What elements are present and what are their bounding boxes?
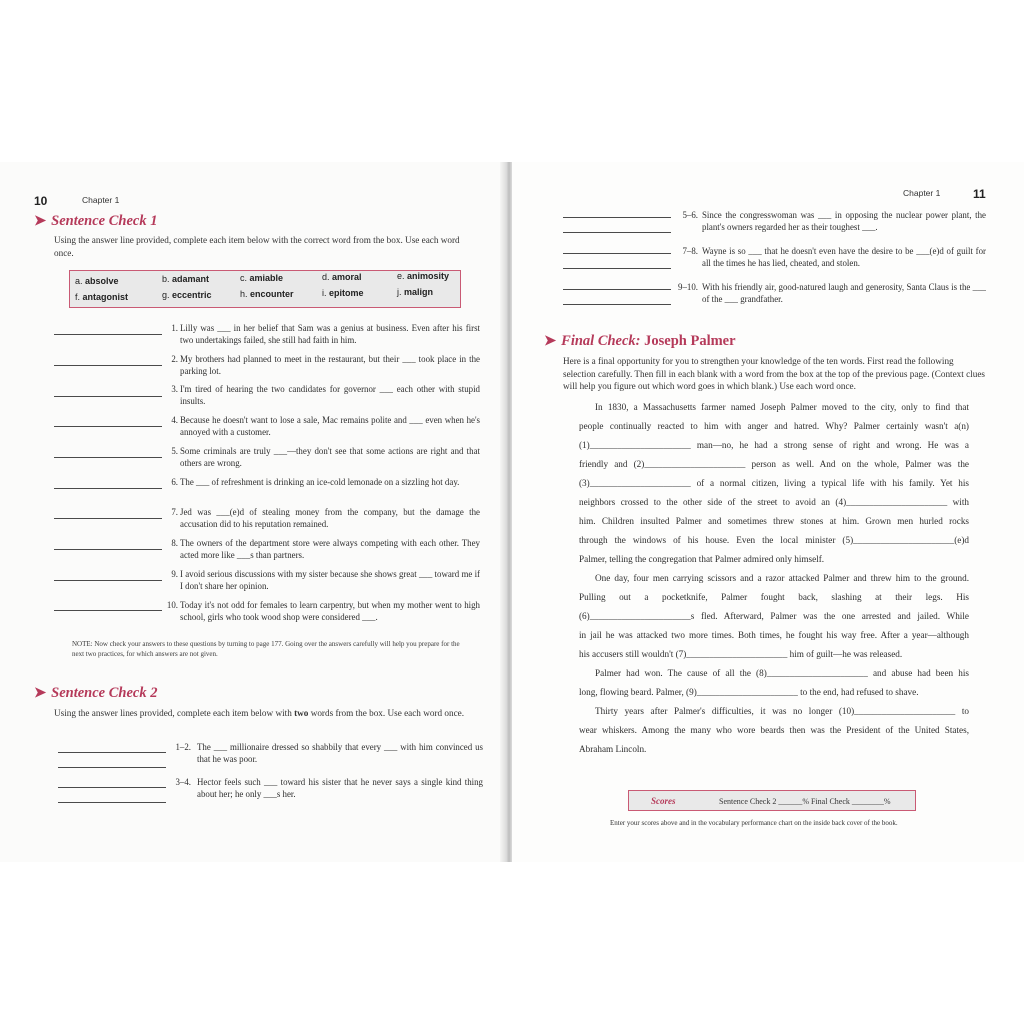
word-box-item: e. animosity: [397, 271, 450, 281]
sentence-check-1-instructions: Using the answer line provided, complete each item below with the correct word from the box. Use each word once.: [54, 235, 460, 258]
passage-line: in jail he was attacked two more times. Both times, he fought his way free. After a year—although: [579, 630, 969, 640]
word-box-item: d. amoral: [322, 272, 362, 282]
passage-line: One day, four men carrying scissors and a razor attacked Palmer and threw him to the ground.: [595, 573, 969, 583]
word-box-item: c. amiable: [240, 273, 284, 283]
chapter-label-left: Chapter 1: [82, 195, 120, 205]
chapter-label-right: Chapter 1: [903, 188, 941, 198]
sc1-item: 10. Today it's not odd for females to learn carpentry, but when my mother went to high school, girls who took wood shop were considered ___.: [166, 600, 480, 622]
passage-line: (1)______________________ man—no, he had a strong sense of right and wrong. He was a: [579, 440, 969, 450]
scores-label: Scores: [651, 796, 676, 806]
sc1-item: 9. I avoid serious discussions with my sister because she shows great ___ toward me if I don't share her opinion.: [171, 569, 480, 591]
sc1-item: 1. Lilly was ___ in her belief that Sam was a genius at business. Even after his first two undertakings failed, she still had faith in him.: [171, 323, 480, 345]
passage-line: Thirty years after Palmer's difficulties, it was no longer (10)______________________ to: [595, 706, 969, 716]
word-box: [69, 270, 461, 308]
answer-line-sc2-4[interactable]: [58, 802, 166, 803]
page-number-right: 11: [973, 187, 986, 201]
word-box-item: g. eccentric: [162, 290, 212, 300]
answer-line-4[interactable]: [54, 426, 162, 427]
passage-line: him. Children insulted Palmer and sometimes threw stones at him. Grown men hurled rocks: [579, 516, 969, 526]
sc1-item: 8. The owners of the department store were always competing with each other. They acted more like ___s than partners.: [171, 538, 480, 560]
sentence-check-1-title: ➤ Sentence Check 1: [34, 213, 158, 229]
passage-line: long, flowing beard. Palmer, (9)______________________ to the end, had refused to shave.: [579, 687, 919, 697]
passage-line: (6)______________________s fled. Afterward, Palmer was the one arrested and jailed. While: [579, 611, 969, 621]
passage-line: Abraham Lincoln.: [579, 744, 647, 754]
sentence-check-2-title: ➤ Sentence Check 2: [34, 685, 158, 701]
sc2-item: 9–10. With his friendly air, good-natured laugh and generosity, Santa Claus is the ___ of the ___ grandfather.: [678, 282, 986, 304]
passage-line: through the windows of his house. Even the local minister (5)______________________(e)d: [579, 535, 969, 545]
answer-line-9[interactable]: [54, 580, 162, 581]
sc2-item: 1–2. The ___ millionaire dressed so shabbily that every ___ with him convinced us that he was poor.: [175, 742, 483, 764]
answer-line-3[interactable]: [54, 396, 162, 397]
sc1-item: 5. Some criminals are truly ___—they don't see that some actions are right and that others are wrong.: [171, 446, 480, 468]
right-page: [512, 162, 1024, 862]
passage-line: friendly and (2)______________________ person as well. And on the whole, Palmer was the: [579, 459, 969, 469]
passage-line: Pulling out a pocketknife, Palmer fought back, slashing at their legs. His: [579, 592, 969, 602]
answer-line-sc2-7[interactable]: [563, 253, 671, 254]
word-box-item: a. absolve: [75, 276, 119, 286]
sentence-check-2-instructions: Using the answer lines provided, complete each item below with two words from the box. Use each word once.: [54, 708, 465, 718]
answer-line-1[interactable]: [54, 334, 162, 335]
word-box-item: i. epitome: [322, 288, 364, 298]
sc1-item: 6. The ___ of refreshment is drinking an ice-cold lemonade on a sizzling hot day.: [171, 477, 460, 487]
answer-line-sc2-3[interactable]: [58, 787, 166, 788]
scores-footer-note: Enter your scores above and in the vocabulary performance chart on the inside back cover of the book.: [610, 819, 898, 827]
answer-line-sc2-5[interactable]: [563, 217, 671, 218]
passage-line: wear whiskers. Among the many who wore beards then was the President of the United States,: [579, 725, 969, 735]
score-final-check[interactable]: Final Check ________%: [811, 797, 891, 806]
passage-line: Palmer, telling the congregation that Palmer admired only himself.: [579, 554, 825, 564]
final-check-title: ➤ Final Check: Joseph Palmer: [544, 333, 736, 349]
final-check-instructions: Here is a final opportunity for you to strengthen your knowledge of the ten words. First read the following selection carefully. Then fill in each blank with a word from the box at the top of the previous page. (Context clues will help you figure out which word goes in which blank.) Use each word once.: [563, 356, 985, 391]
answer-line-sc2-10[interactable]: [563, 304, 671, 305]
answer-line-5[interactable]: [54, 457, 162, 458]
score-sentence-check-2[interactable]: Sentence Check 2 ______%: [719, 797, 809, 806]
sc2-item: 5–6. Since the congresswoman was ___ in opposing the nuclear power plant, the plant's owners regarded her as their toughest ___.: [682, 210, 986, 232]
sc1-item: 7. Jed was ___(e)d of stealing money from the company, but the damage the accusation did to his reputation remained.: [171, 507, 480, 529]
sc1-item: 3. I'm tired of hearing the two candidates for governor ___ each other with stupid insults.: [171, 384, 480, 406]
arrow-icon: ➤: [544, 333, 557, 349]
answer-line-sc2-8[interactable]: [563, 268, 671, 269]
word-box-item: h. encounter: [240, 289, 294, 299]
arrow-icon: ➤: [34, 685, 47, 701]
note-text: NOTE: Now check your answers to these questions by turning to page 177. Going over the answers carefully will help you prepare for the next two practices, for which answers are not given.: [72, 640, 460, 658]
sc1-item: 2. My brothers had planned to meet in the restaurant, but their ___ took place in the parking lot.: [171, 354, 480, 376]
passage-line: his accusers still wouldn't (7)______________________ him of guilt—he was released.: [579, 649, 903, 659]
passage-line: people continually reacted to him with anger and hatred. Why? Palmer certainly wasn't a(n): [579, 421, 969, 431]
book-spread: [0, 162, 1024, 862]
word-box-item: j. malign: [397, 287, 434, 297]
left-page: [0, 162, 508, 862]
answer-line-6[interactable]: [54, 488, 162, 489]
answer-line-10[interactable]: [54, 610, 162, 611]
answer-line-8[interactable]: [54, 549, 162, 550]
sc2-item: 3–4. Hector feels such ___ toward his sister that he never says a single kind thing about her; he only ___s her.: [175, 777, 483, 799]
answer-line-sc2-6[interactable]: [563, 232, 671, 233]
final-check-passage: [579, 402, 969, 782]
passage-line: neighbors crossed to the other side of the street to avoid an (4)______________________ with: [579, 497, 969, 507]
passage-line: Palmer had won. The cause of all the (8)______________________ and abuse had been his: [595, 668, 969, 678]
answer-line-sc2-1[interactable]: [58, 752, 166, 753]
answer-line-2[interactable]: [54, 365, 162, 366]
answer-line-7[interactable]: [54, 518, 162, 519]
arrow-icon: ➤: [34, 213, 47, 229]
scores-box: [628, 790, 916, 811]
word-box-item: b. adamant: [162, 274, 210, 284]
passage-line: (3)______________________ of a normal citizen, living a typical life with his family. Yet his: [579, 478, 969, 488]
passage-line: In 1830, a Massachusetts farmer named Joseph Palmer moved to the city, only to find that: [595, 402, 969, 412]
answer-line-sc2-2[interactable]: [58, 767, 166, 768]
sc1-item: 4. Because he doesn't want to lose a sale, Mac remains polite and ___ even when he's annoyed with a customer.: [171, 415, 480, 437]
sc2-item: 7–8. Wayne is so ___ that he doesn't even have the desire to be ___(e)d of guilt for all the times he has lied, cheated, and stolen.: [682, 246, 986, 268]
page-number-left: 10: [34, 194, 48, 208]
answer-line-sc2-9[interactable]: [563, 289, 671, 290]
word-box-item: f. antagonist: [75, 292, 129, 302]
